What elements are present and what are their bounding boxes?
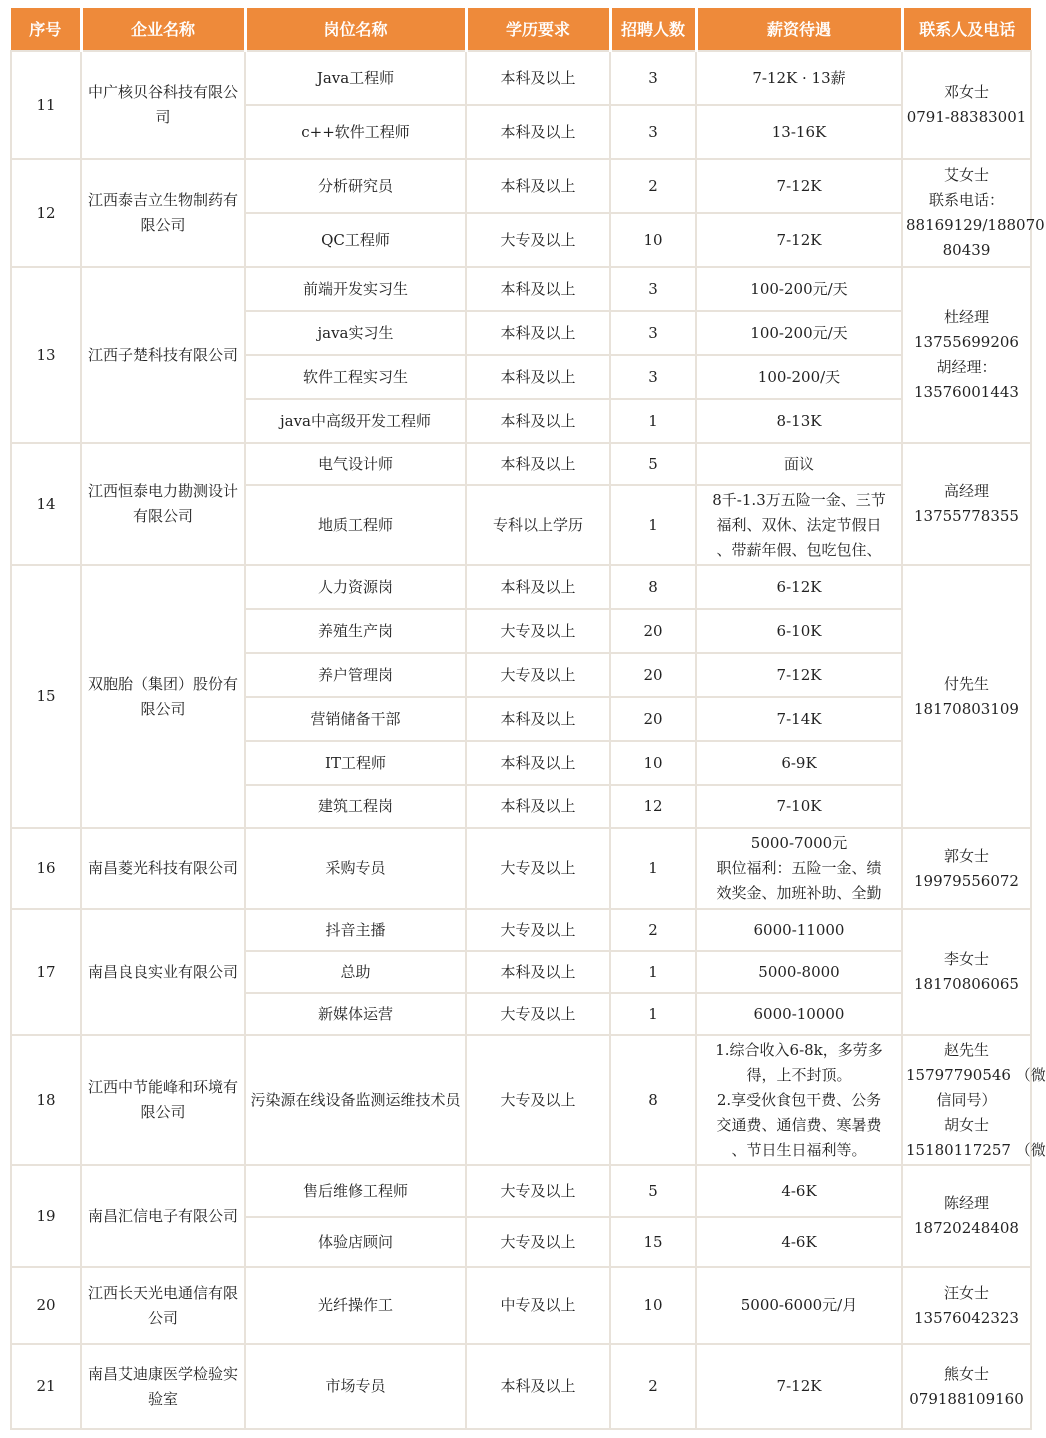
table-body <box>11 51 1046 1429</box>
position-title: 电气设计师 <box>245 443 466 485</box>
position-title: java中高级开发工程师 <box>245 399 466 443</box>
contact-line: 13755699206 <box>914 333 1019 351</box>
education-requirement: 大专及以上 <box>466 653 610 697</box>
header-cell-headcount: 招聘人数 <box>610 8 696 51</box>
salary-cell <box>696 909 902 951</box>
salary-cell <box>696 213 902 267</box>
salary-line: 得，上不封顶。 <box>746 1065 852 1084</box>
education-requirement: 本科及以上 <box>466 1344 610 1429</box>
salary-cell <box>696 399 902 443</box>
company-name: 南昌菱光科技有限公司 <box>81 828 245 909</box>
headcount: 8 <box>610 1035 696 1165</box>
education-requirement: 本科及以上 <box>466 565 610 609</box>
contact-line: 15180117257 （微 <box>906 1140 1046 1159</box>
salary-line: 6000-10000 <box>753 1004 845 1023</box>
contact-line: 联系电话： <box>928 191 1004 209</box>
salary-cell <box>696 443 902 485</box>
table-row <box>11 1267 1031 1344</box>
salary-cell <box>696 1217 902 1267</box>
headcount: 3 <box>610 51 696 105</box>
education-requirement: 本科及以上 <box>466 399 610 443</box>
contact-line: 18720248408 <box>914 1219 1019 1237</box>
contact-line: 079188109160 <box>909 1389 1024 1408</box>
education-requirement: 大专及以上 <box>466 1035 610 1165</box>
salary-line: 职位福利：五险一金、绩 <box>716 859 882 877</box>
company-name: 江西长天光电通信有限公司 <box>81 1267 245 1344</box>
position-title: 营销储备干部 <box>245 697 466 741</box>
contact-cell <box>902 1035 1046 1165</box>
row-number: 20 <box>11 1267 81 1344</box>
salary-cell <box>696 311 902 355</box>
table-row <box>11 565 1031 609</box>
table-row <box>11 51 1031 105</box>
salary-cell <box>696 355 902 399</box>
salary-cell <box>696 951 902 993</box>
education-requirement: 本科及以上 <box>466 951 610 993</box>
headcount: 3 <box>610 267 696 311</box>
salary-line: 100-200元/天 <box>750 279 848 298</box>
salary-cell <box>696 565 902 609</box>
contact-line: 18170806065 <box>914 975 1019 993</box>
headcount: 3 <box>610 355 696 399</box>
contact-line: 李女士 <box>943 950 989 968</box>
table-row <box>11 909 1031 951</box>
salary-cell <box>696 485 902 565</box>
salary-cell <box>696 1267 902 1344</box>
company-name: 江西泰吉立生物制药有限公司 <box>81 159 245 267</box>
contact-cell <box>902 51 1031 159</box>
salary-line: 7-12K <box>776 230 822 249</box>
position-title: 养殖生产岗 <box>245 609 466 653</box>
salary-line: 8千-1.3万五险一金、三节 <box>712 490 886 509</box>
contact-line: 0791-88383001 <box>906 108 1027 126</box>
contact-line: 19979556072 <box>914 871 1019 890</box>
education-requirement: 本科及以上 <box>466 355 610 399</box>
company-name: 南昌艾迪康医学检验实验室 <box>81 1344 245 1429</box>
table-row <box>11 159 1031 213</box>
table-header-row <box>11 8 1031 51</box>
headcount: 10 <box>610 213 696 267</box>
position-title: 市场专员 <box>245 1344 466 1429</box>
row-number: 19 <box>11 1165 81 1267</box>
salary-line: 8-13K <box>776 411 822 430</box>
headcount: 20 <box>610 697 696 741</box>
salary-line: 4-6K <box>781 1181 817 1200</box>
contact-line: 艾女士 <box>943 166 989 184</box>
header-cell-position: 岗位名称 <box>245 8 466 51</box>
contact-line: 赵先生 <box>943 1040 989 1059</box>
table-row <box>11 1165 1031 1217</box>
headcount: 20 <box>610 653 696 697</box>
salary-cell <box>696 741 902 785</box>
row-number: 13 <box>11 267 81 443</box>
salary-cell <box>696 697 902 741</box>
contact-line: 杜经理 <box>943 308 989 326</box>
salary-line: 13-16K <box>771 122 827 141</box>
headcount: 5 <box>610 443 696 485</box>
education-requirement: 本科及以上 <box>466 267 610 311</box>
salary-line: 面议 <box>783 454 814 473</box>
position-title: c++软件工程师 <box>245 105 466 159</box>
education-requirement: 大专及以上 <box>466 909 610 951</box>
position-title: 养户管理岗 <box>245 653 466 697</box>
education-requirement: 本科及以上 <box>466 785 610 828</box>
contact-line: 高经理 <box>943 482 989 500</box>
contact-line: 13755778355 <box>914 507 1019 525</box>
position-title: 总助 <box>245 951 466 993</box>
contact-line: 80439 <box>942 241 991 259</box>
company-name: 江西子楚科技有限公司 <box>81 267 245 443</box>
education-requirement: 大专及以上 <box>466 1165 610 1217</box>
salary-line: 7-10K <box>776 797 822 815</box>
contact-line: 13576042323 <box>914 1308 1019 1327</box>
salary-line: 交通费、通信费、寒暑费 <box>716 1115 882 1134</box>
headcount: 2 <box>610 909 696 951</box>
headcount: 1 <box>610 399 696 443</box>
headcount: 1 <box>610 951 696 993</box>
header-cell-company: 企业名称 <box>81 8 245 51</box>
salary-line: 4-6K <box>781 1232 817 1251</box>
salary-line: 7-12K <box>776 176 822 195</box>
company-name: 中广核贝谷科技有限公司 <box>81 51 245 159</box>
contact-line: 付先生 <box>943 674 989 693</box>
table-row <box>11 828 1031 909</box>
contact-line: 88169129/188070 <box>906 216 1045 234</box>
position-title: 分析研究员 <box>245 159 466 213</box>
contact-cell <box>902 267 1031 443</box>
contact-cell <box>902 909 1031 1035</box>
position-title: 采购专员 <box>245 828 466 909</box>
salary-cell <box>696 1165 902 1217</box>
row-number: 16 <box>11 828 81 909</box>
company-name: 江西恒泰电力勘测设计有限公司 <box>81 443 245 565</box>
education-requirement: 本科及以上 <box>466 741 610 785</box>
position-title: 地质工程师 <box>245 485 466 565</box>
position-title: QC工程师 <box>245 213 466 267</box>
contact-line: 汪女士 <box>943 1283 989 1302</box>
salary-line: 6000-11000 <box>753 920 845 939</box>
salary-line: 5000-7000元 <box>750 834 848 852</box>
row-number: 15 <box>11 565 81 828</box>
position-title: 污染源在线设备监测运维技术员 <box>245 1035 466 1165</box>
headcount: 1 <box>610 993 696 1035</box>
headcount: 15 <box>610 1217 696 1267</box>
salary-line: 5000-6000元/月 <box>740 1296 858 1314</box>
contact-line: 15797790546 （微 <box>906 1065 1046 1084</box>
education-requirement: 专科以上学历 <box>466 485 610 565</box>
salary-line: 100-200/天 <box>757 367 841 386</box>
salary-line: 7-12K <box>776 1377 822 1395</box>
contact-line: 信同号） <box>936 1090 997 1109</box>
headcount: 2 <box>610 159 696 213</box>
education-requirement: 大专及以上 <box>466 828 610 909</box>
position-title: 前端开发实习生 <box>245 267 466 311</box>
position-title: 建筑工程岗 <box>245 785 466 828</box>
salary-line: 6-10K <box>776 621 822 640</box>
header-cell-salary: 薪资待遇 <box>696 8 902 51</box>
position-title: 体验店顾问 <box>245 1217 466 1267</box>
position-title: 人力资源岗 <box>245 565 466 609</box>
company-name: 南昌汇信电子有限公司 <box>81 1165 245 1267</box>
header-cell-contact: 联系人及电话 <box>902 8 1031 51</box>
headcount: 1 <box>610 485 696 565</box>
headcount: 20 <box>610 609 696 653</box>
salary-cell <box>696 159 902 213</box>
salary-cell <box>696 828 902 909</box>
education-requirement: 本科及以上 <box>466 697 610 741</box>
table-row <box>11 443 1031 485</box>
contact-cell <box>902 1267 1031 1344</box>
salary-line: 、带薪年假、包吃包住、 <box>716 540 882 559</box>
education-requirement: 大专及以上 <box>466 213 610 267</box>
position-title: 抖音主播 <box>245 909 466 951</box>
education-requirement: 大专及以上 <box>466 993 610 1035</box>
contact-cell <box>902 159 1045 267</box>
education-requirement: 本科及以上 <box>466 443 610 485</box>
row-number: 12 <box>11 159 81 267</box>
headcount: 12 <box>610 785 696 828</box>
position-title: IT工程师 <box>245 741 466 785</box>
education-requirement: 大专及以上 <box>466 1217 610 1267</box>
salary-line: 、节日生日福利等。 <box>731 1140 867 1159</box>
headcount: 10 <box>610 741 696 785</box>
headcount: 2 <box>610 1344 696 1429</box>
education-requirement: 本科及以上 <box>466 311 610 355</box>
salary-line: 7-12K · 13薪 <box>752 68 846 87</box>
headcount: 3 <box>610 105 696 159</box>
salary-cell <box>696 51 902 105</box>
table-row <box>11 267 1031 311</box>
row-number: 18 <box>11 1035 81 1165</box>
contact-line: 18170803109 <box>914 699 1019 718</box>
contact-cell <box>902 828 1031 909</box>
salary-line: 6-9K <box>781 753 817 772</box>
headcount: 5 <box>610 1165 696 1217</box>
headcount: 1 <box>610 828 696 909</box>
salary-line: 效奖金、加班补助、全勤 <box>716 884 882 902</box>
contact-line: 胡经理： <box>936 358 997 376</box>
salary-cell <box>696 993 902 1035</box>
company-name: 双胞胎（集团）股份有限公司 <box>81 565 245 828</box>
table-row <box>11 1344 1031 1429</box>
contact-cell <box>902 1165 1031 1267</box>
headcount: 10 <box>610 1267 696 1344</box>
company-name: 江西中节能峰和环境有限公司 <box>81 1035 245 1165</box>
row-number: 11 <box>11 51 81 159</box>
table-row <box>11 1035 1031 1165</box>
salary-cell <box>696 785 902 828</box>
salary-line: 1.综合收入6-8k，多劳多 <box>715 1040 883 1059</box>
contact-line: 13576001443 <box>914 383 1019 401</box>
row-number: 21 <box>11 1344 81 1429</box>
company-name: 南昌良良实业有限公司 <box>81 909 245 1035</box>
salary-cell <box>696 267 902 311</box>
contact-line: 邓女士 <box>943 83 989 101</box>
contact-cell <box>902 443 1031 565</box>
contact-line: 胡女士 <box>943 1115 989 1134</box>
position-title: 软件工程实习生 <box>245 355 466 399</box>
headcount: 3 <box>610 311 696 355</box>
salary-cell <box>696 609 902 653</box>
education-requirement: 大专及以上 <box>466 609 610 653</box>
position-title: Java工程师 <box>245 51 466 105</box>
contact-line: 郭女士 <box>943 846 989 865</box>
education-requirement: 本科及以上 <box>466 51 610 105</box>
header-cell-education: 学历要求 <box>466 8 610 51</box>
headcount: 8 <box>610 565 696 609</box>
salary-cell <box>696 1035 902 1165</box>
education-requirement: 本科及以上 <box>466 105 610 159</box>
salary-line: 2.享受伙食包干费、公务 <box>716 1090 882 1109</box>
education-requirement: 中专及以上 <box>466 1267 610 1344</box>
contact-line: 熊女士 <box>943 1364 989 1383</box>
salary-line: 7-14K <box>776 709 822 728</box>
position-title: java实习生 <box>245 311 466 355</box>
education-requirement: 本科及以上 <box>466 159 610 213</box>
row-number: 17 <box>11 909 81 1035</box>
recruitment-table <box>10 8 1046 1430</box>
salary-line: 福利、双休、法定节假日 <box>716 515 882 534</box>
position-title: 光纤操作工 <box>245 1267 466 1344</box>
salary-line: 100-200元/天 <box>750 323 848 342</box>
salary-line: 7-12K <box>776 665 822 684</box>
contact-line: 陈经理 <box>943 1194 989 1212</box>
contact-cell <box>902 565 1031 828</box>
position-title: 新媒体运营 <box>245 993 466 1035</box>
salary-cell <box>696 1344 902 1429</box>
contact-cell <box>902 1344 1031 1429</box>
salary-cell <box>696 105 902 159</box>
salary-line: 5000-8000 <box>758 962 840 981</box>
header-cell-number: 序号 <box>11 8 81 51</box>
salary-cell <box>696 653 902 697</box>
row-number: 14 <box>11 443 81 565</box>
position-title: 售后维修工程师 <box>245 1165 466 1217</box>
salary-line: 6-12K <box>776 577 822 596</box>
